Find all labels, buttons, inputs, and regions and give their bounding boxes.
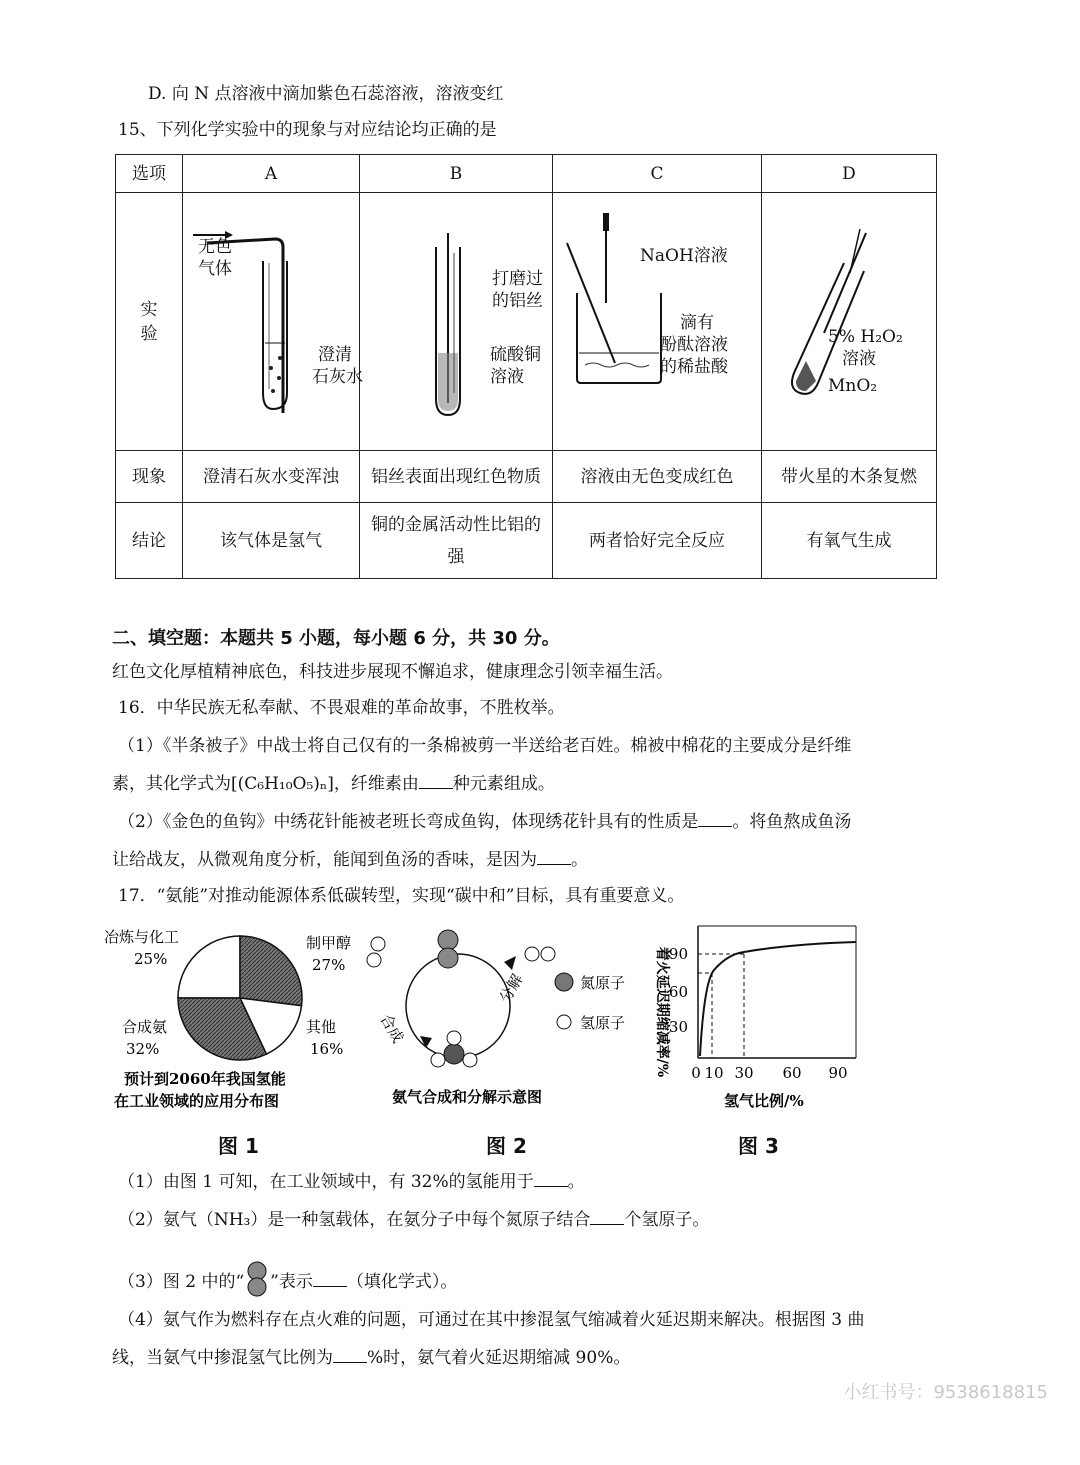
label-a-lime: 澄清 石灰水 bbox=[312, 345, 363, 387]
experiment-c bbox=[553, 193, 762, 451]
row-label-experiment bbox=[116, 193, 183, 451]
row-label-exp-2: 验 bbox=[140, 323, 158, 344]
conclusion-c: 两者恰好完全反应 bbox=[553, 503, 762, 579]
answer-blank[interactable] bbox=[419, 774, 453, 789]
header-d: D bbox=[762, 155, 937, 193]
answer-blank[interactable] bbox=[590, 1210, 624, 1225]
ytick-30: 30 bbox=[668, 1018, 688, 1036]
label-c-acid: 滴有 酚酞溶液 的稀盐酸 bbox=[660, 313, 728, 377]
q16-stem: 16．中华民族无私奉献、不畏艰难的革命故事，不胜枚举。 bbox=[118, 698, 565, 718]
slice-label-ammonia-pct: 32% bbox=[126, 1040, 160, 1058]
apparatus-d-drawing bbox=[766, 193, 932, 443]
conclusion-b bbox=[360, 503, 553, 579]
answer-blank[interactable] bbox=[698, 812, 732, 827]
conclusion-b-line1: 铜的金属活动性比铝的 bbox=[371, 514, 541, 535]
q17-p4b: 线，当氨气中掺混氢气比例为 %时，氨气着火延迟期缩减 90%。 bbox=[112, 1348, 631, 1368]
slice-label-other-name: 其他 bbox=[306, 1018, 337, 1036]
header-option: 选项 bbox=[116, 155, 183, 193]
label-d-mno2: MnO₂ bbox=[828, 376, 878, 396]
legend-n-icon bbox=[555, 973, 573, 991]
header-b: B bbox=[360, 155, 553, 193]
pie-slices bbox=[178, 936, 302, 1060]
experiment-b bbox=[360, 193, 553, 451]
fig1-title-line2: 在工业领域的应用分布图 bbox=[114, 1092, 280, 1110]
fig1-title-line1: 预计到2060年我国氢能 bbox=[124, 1070, 286, 1088]
slice-label-smelting-pct: 25% bbox=[134, 950, 168, 968]
answer-blank[interactable] bbox=[313, 1272, 347, 1287]
q17-stem: 17．“氨能”对推动能源体系低碳转型，实现“碳中和”目标，具有重要意义。 bbox=[118, 886, 685, 906]
arrow-decomp-icon bbox=[504, 956, 516, 970]
fig1-pie-chart bbox=[100, 920, 370, 1120]
curve-line bbox=[700, 942, 856, 1056]
n2-molecule bbox=[438, 930, 458, 968]
row-label-phenomenon: 现象 bbox=[116, 451, 183, 503]
fig2-caption: 图 2 bbox=[486, 1134, 527, 1158]
fig3-ylabel: 着火延迟期缩减率/% bbox=[654, 946, 670, 1078]
label-c-naoh: NaOH溶液 bbox=[640, 246, 728, 266]
slice-label-smelting-name: 冶炼与化工 bbox=[104, 928, 180, 946]
experiment-d bbox=[762, 193, 937, 451]
phenomenon-b: 铝丝表面出现红色物质 bbox=[360, 451, 553, 503]
ytick-60: 60 bbox=[668, 983, 688, 1001]
row-label-exp-1: 实 bbox=[140, 299, 158, 320]
q17-p3: （3）图 2 中的“ ”表示 （填化学式）。 bbox=[118, 1270, 457, 1294]
slice-label-methanol-name: 制甲醇 bbox=[306, 934, 352, 952]
fig2-title: 氨气合成和分解示意图 bbox=[392, 1088, 543, 1106]
header-c: C bbox=[553, 155, 762, 193]
decomp-label: 分解 bbox=[495, 971, 527, 1006]
xtick-90: 90 bbox=[828, 1064, 848, 1082]
phenomenon-a: 澄清石灰水变浑浊 bbox=[183, 451, 360, 503]
synth-label: 合成 bbox=[376, 1011, 408, 1046]
conclusion-d: 有氧气生成 bbox=[762, 503, 937, 579]
xtick-30: 30 bbox=[734, 1064, 754, 1082]
pie-slice-1 bbox=[240, 936, 302, 1006]
q16-p1a: （1）《半条被子》中战士将自己仅有的一条棉被剪一半送给老百姓。棉被中棉花的主要成分是纤维 bbox=[118, 736, 852, 756]
label-d-h2o2: 5% H₂O₂ 溶液 bbox=[828, 327, 903, 369]
xtick-0: 0 bbox=[691, 1064, 701, 1082]
slice-label-methanol-pct: 27% bbox=[312, 956, 346, 974]
phenomenon-d: 带火星的木条复燃 bbox=[762, 451, 937, 503]
slice-label-other-pct: 16% bbox=[310, 1040, 344, 1058]
legend-n-label: 氮原子 bbox=[580, 974, 626, 992]
pie-slice-0 bbox=[178, 936, 240, 998]
answer-blank[interactable] bbox=[537, 850, 571, 865]
xtick-60: 60 bbox=[782, 1064, 802, 1082]
q16-p1b: 素，其化学式为[(C₆H₁₀O₅)ₙ]，纤维素由 种元素组成。 bbox=[112, 774, 555, 794]
legend-h-label: 氢原子 bbox=[580, 1014, 626, 1032]
slice-label-ammonia-name: 合成氨 bbox=[122, 1018, 168, 1036]
apparatus-b-drawing bbox=[364, 193, 548, 443]
section2-title: 二、填空题：本题共 5 小题，每小题 6 分，共 30 分。 bbox=[112, 628, 560, 649]
q15-stem: 15、下列化学实验中的现象与对应结论均正确的是 bbox=[118, 120, 497, 140]
answer-blank[interactable] bbox=[534, 1172, 568, 1187]
q16-p2a: （2）《金色的鱼钩》中绣花针能被老班长弯成鱼钩，体现绣花针具有的性质是 。将鱼熬成鱼汤 bbox=[118, 812, 852, 832]
arrow-synth-icon bbox=[420, 1036, 432, 1048]
answer-blank[interactable] bbox=[333, 1348, 367, 1363]
q17-p4a: （4）氨气作为燃料存在点火难的问题，可通过在其中掺混氢气缩减着火延迟期来解决。根据图 3 曲 bbox=[118, 1310, 865, 1330]
conclusion-b-line2: 强 bbox=[447, 546, 465, 567]
row-label-conclusion: 结论 bbox=[116, 503, 183, 579]
label-b-wire: 打磨过 的铝丝 bbox=[492, 269, 543, 311]
watermark: 小红书号：9538618815 bbox=[843, 1382, 1048, 1403]
section2-intro: 红色文化厚植精神底色，科技进步展现不懈追求，健康理念引领幸福生活。 bbox=[112, 662, 673, 682]
legend-h-icon bbox=[557, 1015, 571, 1029]
nh3-molecule bbox=[431, 1031, 477, 1067]
fig3-caption: 图 3 bbox=[738, 1134, 779, 1158]
fig1-caption: 图 1 bbox=[218, 1134, 259, 1158]
xtick-10: 10 bbox=[704, 1064, 724, 1082]
h2-molecule-left bbox=[367, 937, 385, 967]
header-a: A bbox=[183, 155, 360, 193]
label-a-gas: 无色 气体 bbox=[198, 237, 232, 279]
q17-p2: （2）氨气（NH₃）是一种氢载体，在氨分子中每个氮原子结合 个氢原子。 bbox=[118, 1210, 710, 1230]
fig3-xlabel: 氢气比例/% bbox=[724, 1092, 804, 1110]
label-b-solution: 硫酸铜 溶液 bbox=[490, 345, 541, 387]
experiment-a bbox=[183, 193, 360, 451]
q16-p2b: 让给战友，从微观角度分析，能闻到鱼汤的香味，是因为 。 bbox=[112, 850, 588, 870]
conclusion-a: 该气体是氢气 bbox=[183, 503, 360, 579]
fig3-curve bbox=[640, 912, 870, 1122]
fig2-diagram bbox=[366, 920, 656, 1120]
ytick-90: 90 bbox=[668, 945, 688, 963]
apparatus-a-drawing bbox=[187, 193, 355, 443]
q17-p1: （1）由图 1 可知，在工业领域中，有 32%的氢能用于 。 bbox=[118, 1172, 585, 1192]
q14-option-d: D. 向 N 点溶液中滴加紫色石蕊溶液，溶液变红 bbox=[148, 84, 504, 104]
h2-molecule-right bbox=[525, 947, 555, 961]
phenomenon-c: 溶液由无色变成红色 bbox=[553, 451, 762, 503]
